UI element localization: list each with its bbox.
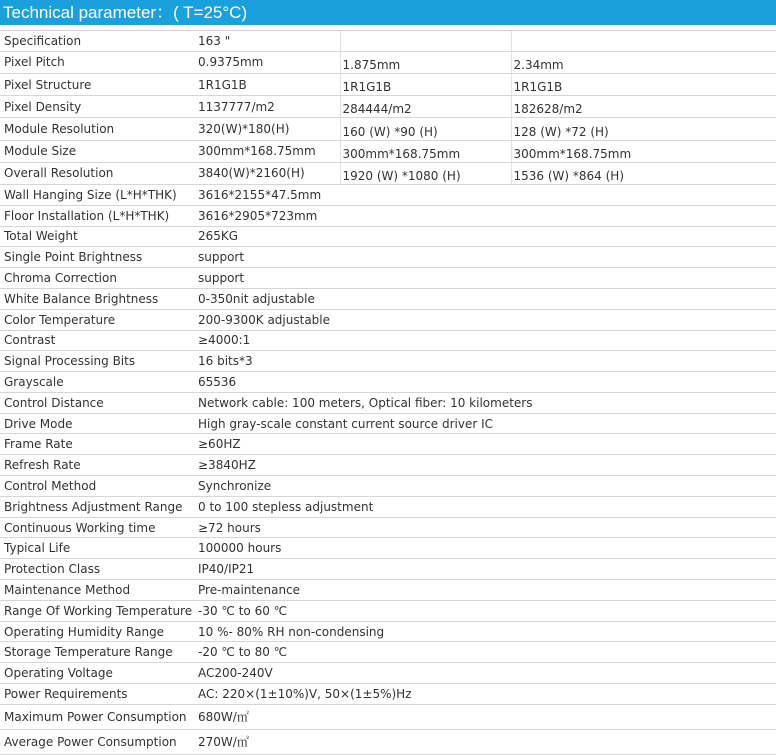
param-label: White Balance Brightness	[0, 288, 196, 309]
param-label: Floor Installation (L*H*THK)	[0, 205, 196, 226]
param-value-1: 163 "	[196, 31, 340, 52]
param-label: Maintenance Method	[0, 580, 196, 601]
param-label: Drive Mode	[0, 413, 196, 434]
table-row	[0, 704, 776, 729]
param-value-2: 160 (W) *90 (H)	[340, 118, 511, 140]
param-label: Grayscale	[0, 372, 196, 393]
param-label: Refresh Rate	[0, 455, 196, 476]
table-row	[0, 247, 776, 268]
table-row	[0, 31, 776, 52]
table-row	[0, 621, 776, 642]
param-value: Network cable: 100 meters, Optical fiber: 10 kilometers	[196, 392, 776, 413]
param-value: -20 ℃ to 80 ℃	[196, 642, 776, 663]
param-value-3	[511, 31, 776, 52]
param-label: Pixel Structure	[0, 73, 196, 95]
param-value: Pre-maintenance	[196, 580, 776, 601]
param-value-1: 0.9375mm	[196, 51, 340, 73]
table-row	[0, 476, 776, 497]
param-label: Average Power Consumption	[0, 729, 196, 754]
param-value-2: 1920 (W) *1080 (H)	[340, 162, 511, 184]
param-value: 265KG	[196, 226, 776, 247]
table-row	[0, 118, 776, 140]
table-row	[0, 517, 776, 538]
param-value: ≥3840HZ	[196, 455, 776, 476]
param-label: Frame Rate	[0, 434, 196, 455]
table-row	[0, 642, 776, 663]
table-row	[0, 684, 776, 705]
table-row	[0, 309, 776, 330]
param-label: Typical Life	[0, 538, 196, 559]
param-value-2: 1.875mm	[340, 51, 511, 73]
param-label: Module Resolution	[0, 118, 196, 140]
param-value-3: 300mm*168.75mm	[511, 140, 776, 162]
param-value: 0-350nit adjustable	[196, 288, 776, 309]
param-label: Maximum Power Consumption	[0, 704, 196, 729]
param-label: Pixel Density	[0, 96, 196, 118]
table-row	[0, 73, 776, 95]
table-row	[0, 392, 776, 413]
table-row	[0, 413, 776, 434]
param-value-1: 320(W)*180(H)	[196, 118, 340, 140]
table-row	[0, 496, 776, 517]
table-row	[0, 538, 776, 559]
param-value: IP40/IP21	[196, 559, 776, 580]
param-label: Color Temperature	[0, 309, 196, 330]
param-value: ≥60HZ	[196, 434, 776, 455]
param-label: Operating Humidity Range	[0, 621, 196, 642]
param-value-3: 2.34mm	[511, 51, 776, 73]
table-row	[0, 96, 776, 118]
table-row	[0, 184, 776, 205]
param-value-1: 300mm*168.75mm	[196, 140, 340, 162]
param-label: Range Of Working Temperature	[0, 600, 196, 621]
table-row	[0, 580, 776, 601]
table-row	[0, 140, 776, 162]
param-label: Continuous Working time	[0, 517, 196, 538]
table-row	[0, 288, 776, 309]
param-value: AC: 220×(1±10%)V, 50×(1±5%)Hz	[196, 684, 776, 705]
table-row	[0, 372, 776, 393]
table-row	[0, 330, 776, 351]
table-row	[0, 663, 776, 684]
param-label: Pixel Pitch	[0, 51, 196, 73]
param-value: 3616*2155*47.5mm	[196, 184, 776, 205]
param-label: Signal Processing Bits	[0, 351, 196, 372]
param-label: Control Distance	[0, 392, 196, 413]
param-label: Control Method	[0, 476, 196, 497]
table-row	[0, 600, 776, 621]
param-value-3: 182628/m2	[511, 96, 776, 118]
param-value: 65536	[196, 372, 776, 393]
table-row	[0, 434, 776, 455]
param-label: Chroma Correction	[0, 268, 196, 289]
param-value-1: 1R1G1B	[196, 73, 340, 95]
param-label: Wall Hanging Size (L*H*THK)	[0, 184, 196, 205]
param-value: 10 %- 80% RH non-condensing	[196, 621, 776, 642]
table-row	[0, 729, 776, 754]
param-label: Operating Voltage	[0, 663, 196, 684]
param-value: High gray-scale constant current source driver IC	[196, 413, 776, 434]
table-row	[0, 559, 776, 580]
param-value: 200-9300K adjustable	[196, 309, 776, 330]
param-value: 16 bits*3	[196, 351, 776, 372]
param-value: support	[196, 268, 776, 289]
param-label: Single Point Brightness	[0, 247, 196, 268]
param-value: -30 ℃ to 60 ℃	[196, 600, 776, 621]
param-value-3: 128 (W) *72 (H)	[511, 118, 776, 140]
param-label: Module Size	[0, 140, 196, 162]
param-value: Synchronize	[196, 476, 776, 497]
param-label: Protection Class	[0, 559, 196, 580]
table-row	[0, 205, 776, 226]
param-value-2	[340, 31, 511, 52]
table-row	[0, 455, 776, 476]
param-value: 0 to 100 stepless adjustment	[196, 496, 776, 517]
param-value: ≥4000:1	[196, 330, 776, 351]
spec-table-body	[0, 31, 776, 755]
param-label: Specification	[0, 31, 196, 52]
param-value-1: 1137777/m2	[196, 96, 340, 118]
param-value: 680W/㎡	[196, 704, 776, 729]
param-value-2: 284444/m2	[340, 96, 511, 118]
table-row	[0, 351, 776, 372]
param-label: Power Requirements	[0, 684, 196, 705]
param-value-3: 1R1G1B	[511, 73, 776, 95]
param-value: AC200-240V	[196, 663, 776, 684]
param-value-1: 3840(W)*2160(H)	[196, 162, 340, 184]
spec-table	[0, 30, 776, 755]
param-value-3: 1536 (W) *864 (H)	[511, 162, 776, 184]
param-label: Brightness Adjustment Range	[0, 496, 196, 517]
param-label: Overall Resolution	[0, 162, 196, 184]
table-row	[0, 162, 776, 184]
param-value-2: 300mm*168.75mm	[340, 140, 511, 162]
param-value: ≥72 hours	[196, 517, 776, 538]
section-title: Technical parameter：( T=25°C)	[0, 0, 776, 25]
table-row	[0, 226, 776, 247]
param-label: Contrast	[0, 330, 196, 351]
param-label: Total Weight	[0, 226, 196, 247]
param-value: 3616*2905*723mm	[196, 205, 776, 226]
param-value: 100000 hours	[196, 538, 776, 559]
table-row	[0, 268, 776, 289]
param-value: 270W/㎡	[196, 729, 776, 754]
table-row	[0, 51, 776, 73]
param-value: support	[196, 247, 776, 268]
param-label: Storage Temperature Range	[0, 642, 196, 663]
param-value-2: 1R1G1B	[340, 73, 511, 95]
